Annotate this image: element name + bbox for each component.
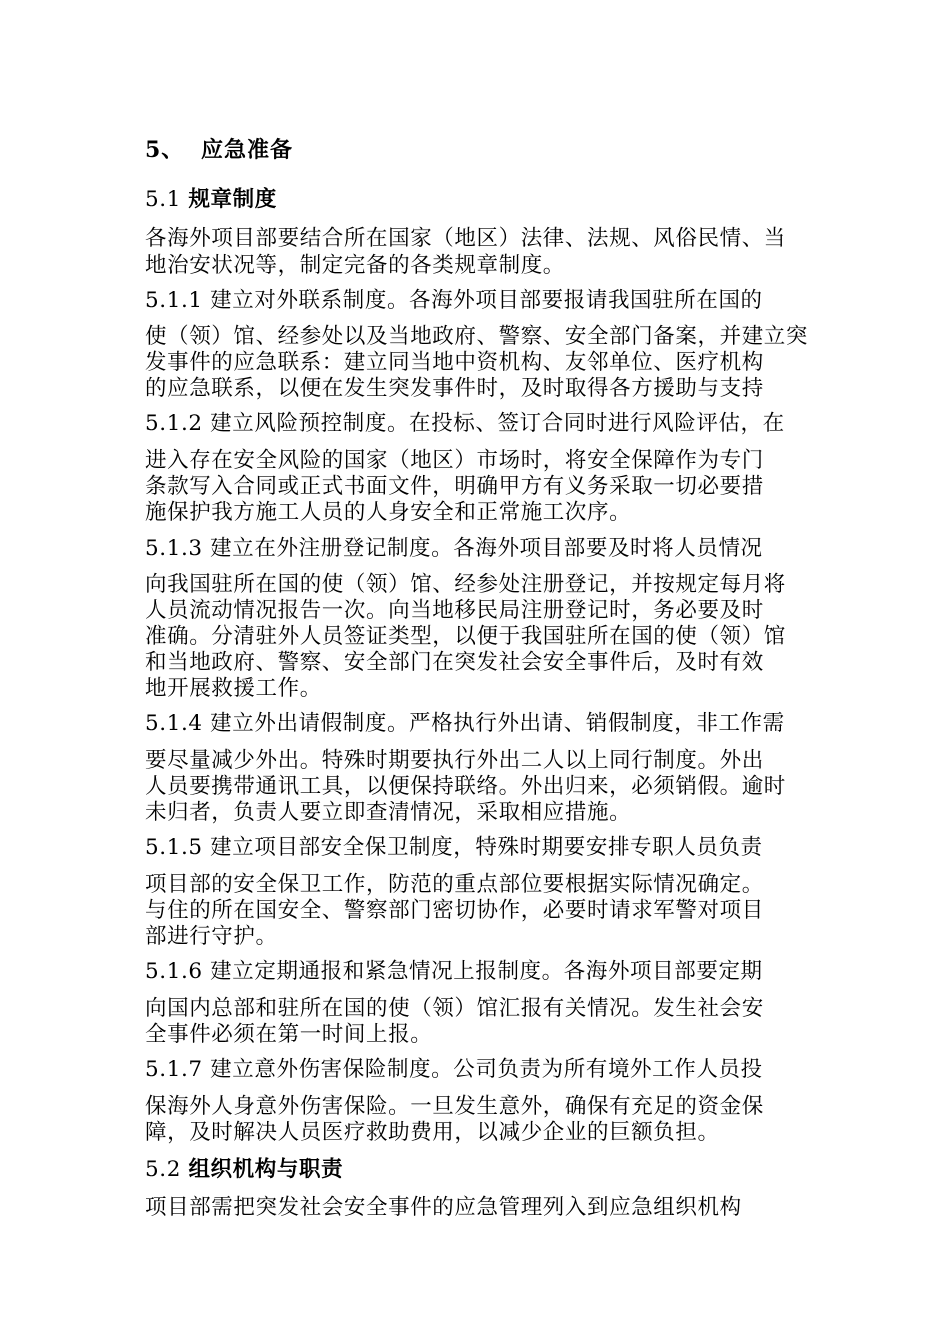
paragraph-line: 和当地政府、警察、安全部门在突发社会安全事件后，及时有效 (145, 650, 764, 675)
paragraph-line: 要尽量减少外出。特殊时期要执行外出二人以上同行制度。外出 (145, 748, 764, 773)
paragraph-line: 项目部的安全保卫工作，防范的重点部位要根据实际情况确定。 (145, 872, 764, 897)
paragraph-line: 的应急联系，以便在发生突发事件时，及时取得各方援助与支持 (145, 376, 764, 401)
paragraph-line: 5.1.5 建立项目部安全保卫制度，特殊时期要安排专职人员负责 (145, 835, 763, 860)
paragraph-line: 准确。分清驻外人员签证类型，以便于我国驻所在国的使（领）馆 (145, 624, 786, 649)
paragraph-line: 进入存在安全风险的国家（地区）市场时，将安全保障作为专门 (145, 448, 764, 473)
subsection-heading-5-1 (145, 187, 277, 213)
paragraph-line: 5.1.7 建立意外伤害保险制度。公司负责为所有境外工作人员投 (145, 1057, 763, 1082)
paragraph-line: 项目部需把突发社会安全事件的应急管理列入到应急组织机构 (145, 1195, 742, 1220)
paragraph-line: 5.1.2 建立风险预控制度。在投标、签订合同时进行风险评估，在 (145, 411, 785, 436)
paragraph-line: 向国内总部和驻所在国的使（领）馆汇报有关情况。发生社会安 (145, 996, 764, 1021)
subsection-number: 5.2 (145, 1157, 181, 1182)
paragraph-line: 各海外项目部要结合所在国家（地区）法律、法规、风俗民情、当 (145, 226, 786, 251)
paragraph-line: 与住的所在国安全、警察部门密切协作，必要时请求军警对项目 (145, 898, 764, 923)
paragraph-line: 障，及时解决人员医疗救助费用，以减少企业的巨额负担。 (145, 1120, 720, 1145)
paragraph-line: 发事件的应急联系：建立同当地中资机构、友邻单位、医疗机构 (145, 350, 764, 375)
paragraph-line: 使（领）馆、经参处以及当地政府、警察、安全部门备案，并建立突 (145, 324, 809, 349)
section-number: 5、 (145, 137, 185, 163)
paragraph-line: 未归者，负责人要立即查清情况，采取相应措施。 (145, 800, 632, 825)
paragraph-line: 5.1.1 建立对外联系制度。各海外项目部要报请我国驻所在国的 (145, 288, 763, 313)
subsection-heading-5-2 (145, 1157, 343, 1183)
paragraph-line: 人员流动情况报告一次。向当地移民局注册登记时，务必要及时 (145, 598, 764, 623)
paragraph-line: 5.1.6 建立定期通报和紧急情况上报制度。各海外项目部要定期 (145, 959, 763, 984)
paragraph-line: 部进行守护。 (145, 924, 278, 949)
paragraph-line: 地治安状况等，制定完备的各类规章制度。 (145, 253, 565, 278)
paragraph-line: 5.1.4 建立外出请假制度。严格执行外出请、销假制度，非工作需 (145, 711, 785, 736)
paragraph-line: 5.1.3 建立在外注册登记制度。各海外项目部要及时将人员情况 (145, 536, 763, 561)
paragraph-line: 条款写入合同或正式书面文件，明确甲方有义务采取一切必要措 (145, 474, 764, 499)
subsection-title: 组织机构与职责 (188, 1157, 344, 1182)
subsection-number: 5.1 (145, 187, 181, 212)
section-heading (145, 137, 293, 163)
paragraph-line: 全事件必须在第一时间上报。 (145, 1022, 433, 1047)
paragraph-line: 保海外人身意外伤害保险。一旦发生意外，确保有充足的资金保 (145, 1094, 764, 1119)
paragraph-line: 地开展救援工作。 (145, 676, 322, 701)
section-title: 应急准备 (201, 137, 294, 163)
paragraph-line: 向我国驻所在国的使（领）馆、经参处注册登记，并按规定每月将 (145, 572, 786, 597)
paragraph-line: 人员要携带通讯工具，以便保持联络。外出归来，必须销假。逾时 (145, 774, 786, 799)
subsection-title: 规章制度 (188, 187, 277, 212)
paragraph-line: 施保护我方施工人员的人身安全和正常施工次序。 (145, 500, 632, 525)
